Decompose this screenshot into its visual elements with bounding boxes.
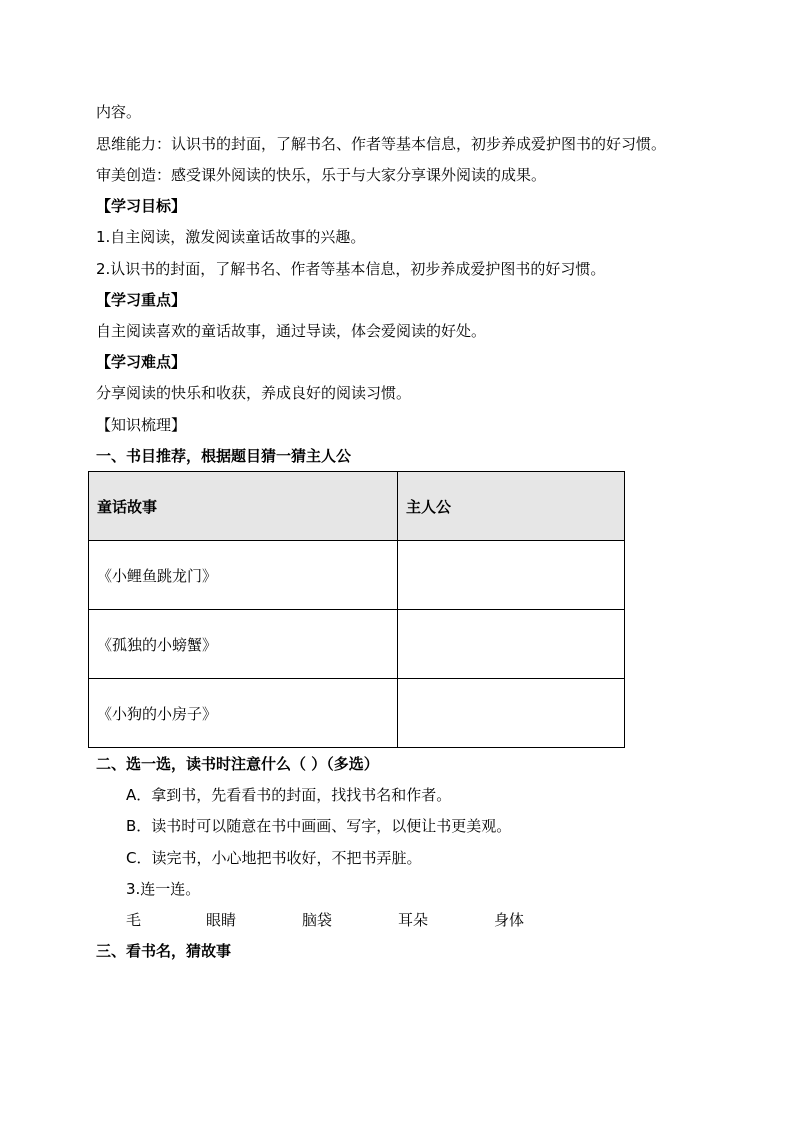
section1-title: 一、书目推荐，根据题目猜一猜主人公: [96, 447, 352, 465]
difficulty-text: 分享阅读的快乐和收获，养成良好的阅读习惯。: [96, 384, 412, 402]
book-recommend-table: [88, 471, 625, 748]
connect-word: 毛: [126, 911, 142, 929]
connect-word: 耳朵: [398, 911, 429, 929]
option-a: A．拿到书，先看看书的封面，找找书名和作者。: [126, 786, 452, 804]
table-cell-story: 《小鲤鱼跳龙门》: [89, 541, 398, 610]
connect-title: 3.连一连。: [126, 880, 201, 898]
table-cell-protagonist-answer[interactable]: [398, 610, 625, 679]
goal-item-1: 1.自主阅读，激发阅读童话故事的兴趣。: [96, 228, 366, 246]
table-header-row: [89, 472, 625, 541]
table-cell-protagonist-answer[interactable]: [398, 679, 625, 748]
focus-text: 自主阅读喜欢的童话故事，通过导读，体会爱阅读的好处。: [96, 322, 487, 340]
goals-heading: 【学习目标】: [96, 197, 187, 215]
table-cell-story: 《小狗的小房子》: [89, 679, 398, 748]
section2-title: 二、选一选，读书时注意什么（ ）（多选）: [96, 755, 379, 773]
knowledge-heading: 【知识梳理】: [96, 416, 187, 434]
table-row: [89, 541, 625, 610]
section3-title: 三、看书名，猜故事: [96, 942, 232, 960]
table-header-protagonist: 主人公: [398, 472, 625, 541]
focus-heading: 【学习重点】: [96, 291, 187, 309]
table-header-story: 童话故事: [89, 472, 398, 541]
option-c: C．读完书，小心地把书收好，不把书弄脏。: [126, 849, 422, 867]
intro-line-thinking: 思维能力：认识书的封面，了解书名、作者等基本信息，初步养成爱护图书的好习惯。: [96, 135, 667, 153]
connect-word: 脑袋: [302, 911, 333, 929]
connect-word: 眼睛: [206, 911, 237, 929]
table-row: [89, 679, 625, 748]
intro-line-aesthetic: 审美创造：感受课外阅读的快乐，乐于与大家分享课外阅读的成果。: [96, 166, 547, 184]
goal-item-2: 2.认识书的封面，了解书名、作者等基本信息，初步养成爱护图书的好习惯。: [96, 260, 606, 278]
table-cell-story: 《孤独的小螃蟹》: [89, 610, 398, 679]
table-cell-protagonist-answer[interactable]: [398, 541, 625, 610]
table-row: [89, 610, 625, 679]
difficulty-heading: 【学习难点】: [96, 353, 187, 371]
intro-line-content: 内容。: [96, 103, 142, 121]
option-b: B．读书时可以随意在书中画画、写字，以便让书更美观。: [126, 817, 512, 835]
connect-word: 身体: [494, 911, 525, 929]
